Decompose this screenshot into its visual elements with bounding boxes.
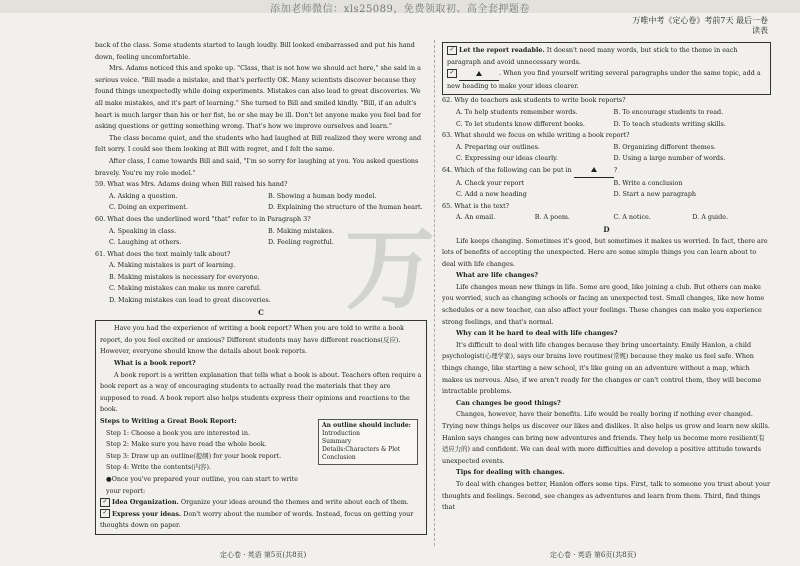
question-61: 61. What does the text mainly talk about? [95,249,231,258]
question-62: 62. Why do teachers ask students to write book reports? [442,96,626,105]
paragraph: Life changes mean new things in life. Some are good, like joining a club. But others can make you worried, such as changing schools or facing an unexpected test. Small changes, like new home schedules or a new teacher, can also affect your feelings. These changes can make you experience strong feelings, and that's normal. [442,282,765,326]
option: A. Asking a question. [109,191,178,200]
tip-text: Organize your ideas around the themes and write about each of them. [180,498,409,507]
checkbox-icon: ✓ [100,498,110,507]
paragraph: A book report is a written explanation that tells what a book is about. Teachers often require a book report as a way of encouraging students to actually read the materials that they are supposed to read. A book report also helps students express their opinions and reactions to the book. [100,370,422,414]
question-64 [442,165,771,178]
question-mark: ? [613,165,618,174]
checkbox-icon: ✓ [100,509,110,518]
options-64 [442,178,771,201]
option: A. Making mistakes is part of learning. [109,261,236,270]
question-65: 65. What is the text? [442,201,510,210]
options-59 [95,191,427,214]
option: C. To let students know different books. [456,119,585,128]
page-footer-right: 定心卷 · 英语 第6页(共8页) [550,551,637,559]
option: A. To help students remember words. [456,107,578,116]
option: B. Organizing different themes. [613,142,716,151]
paragraph: After class, I came towards Bill and said, "I'm so sorry for laughing at you. You asked questions bravely. You're my role model." [95,156,419,177]
option: B. To encourage students to read. [613,107,724,116]
subheading: Can changes be good things? [456,398,561,407]
paragraph: Changes, however, have their benefits. Life would be really boring if nothing ever changed. Trying new things helps us discover our likes and dislikes. It also helps us grow and learn new skills. Hanlon says changes can bring new adventures and friends. They help us become more resilient(有适应力的) and confident. We can deal with more difficulties and develop a positive attitude towards unexpected events. [442,410,770,465]
outline-item: Details:Characters & Plot [322,446,401,454]
subheading: Why can it be hard to deal with life changes? [456,329,618,338]
step-item: Step 2: Make sure you have read the whole book. [106,440,267,449]
column-divider [434,40,435,546]
watermark-text: 添加老师微信：xls25089，免费领取初、高全套押题卷 [270,4,530,15]
options-65 [442,212,771,224]
header-sub: 读表 [752,26,768,35]
subheading: Steps to Writing a Great Book Report: [100,417,237,425]
paragraph: The class became quiet, and the students who had laughed at Bill realized they were wrong and felt sorry. I could see them looking at Bill with regret, and I felt the same. [95,133,422,154]
option: D. Explaining the structure of the human heart. [268,203,423,212]
section-d-title: D [603,224,610,234]
tip-text: It doesn't need many words, but stick to the theme in each paragraph and avoid unnecessary words. [447,46,738,66]
subheading: Tips for dealing with changes. [456,468,565,477]
option: A. Speaking in class. [109,226,177,235]
options-63 [442,142,771,165]
blank-slot [574,165,614,178]
option: D. Start a new paragraph [613,190,697,199]
option: D. Using a large number of words. [613,154,726,163]
paragraph: It's difficult to deal with life changes because they bring uncertainty. Emily Hanlon, a child psychologist(心理学家), says our brains love routines(常规) because they make us feel safe. When things change, like starting a new school, it's like going on an adventure without a map, which makes us nervous. Also, if we aren't ready for the changes or can't control them, they will become intractable problems. [442,340,762,396]
option: C. A notice. [613,213,651,222]
tip-item [100,497,422,509]
tip-item [447,45,766,68]
options-62 [442,107,771,130]
question-63: 63. What should we focus on while writing a book report? [442,131,630,140]
option: D. Feeling regretful. [268,238,334,247]
tip-item [100,509,422,532]
paragraph: Mrs. Adams noticed this and spoke up. "Class, that is not how we should act here," she said in a serious voice. "Bill made a mistake, and that's perfectly OK. Many scientists discover because they found things unexpectedly while doing experiments. Mistakes can also lead to great discoveries. We all make mistakes, and it's part of learning." She turned to Bill and smiled kindly. "Bill, if an adult's heart is much larger than his or her fist, he or she may be ill. Don't let anyone make you feel bad for asking questions or getting something wrong. That's how we improve ourselves and learn." [95,64,422,131]
checkbox-icon: ✓ [447,46,457,55]
blank-slot [459,68,499,81]
left-column [95,40,427,535]
question-60: 60. What does the underlined word "that" refer to in Paragraph 3? [95,214,311,223]
tip-item [447,68,766,92]
tip-title: Express your ideas. [112,509,182,518]
paragraph: Life keeps changing. Sometimes it's good, but sometimes it makes us worried. In fact, there are lots of benefits of accepting the unexpected. Here are some simple things you can learn about to deal with life changes. [442,236,768,268]
option: C. Doing an experiment. [109,203,188,212]
tip-text: . When you find yourself writing several paragraphs under the same topic, add a new heading to make your ideas clearer. [447,69,761,90]
outline-item: Conclusion [322,454,356,462]
paragraph: To deal with changes better, Hanlon offers some tips. First, talk to someone you trust about your thoughts and feelings. Second, see changes as adventures and learn from them. Third, find things that [442,479,771,512]
option: C. Expressing our ideas clearly. [456,154,558,163]
step-note: ●Once you've prepared your outline, you can start to write your report: [106,474,298,495]
option: B. Making mistakes is necessary for everyone. [109,272,260,281]
option: C. Laughing at others. [109,238,182,247]
tip-text: Don't worry about the number of words. Instead, focus on getting your thoughts down on paper. [100,509,414,530]
triangle-icon [591,167,597,172]
outline-box [318,419,418,465]
options-60 [95,226,427,249]
outline-item: Introduction [322,430,360,438]
options-61 [95,260,427,306]
subheading: What is a book report? [114,359,196,368]
option: B. A poem. [534,213,570,222]
option: C. Making mistakes can make us more careful. [109,284,262,293]
passage-c-continued [442,42,771,95]
option: D. A guide. [692,213,729,222]
right-column [442,40,771,514]
step-item: Step 4: Write the contents(内容). [106,463,212,472]
question-text: 64. Which of the following can be put in [442,165,572,174]
question-59: 59. What was Mrs. Adams doing when Bill raised his hand? [95,180,288,189]
option: B. Showing a human body model. [268,191,377,200]
option: A. Check your report [456,178,525,187]
triangle-icon [476,71,482,76]
step-item: Step 3: Draw up an outline(提纲) for your book report. [106,451,282,460]
outline-item: Summary [322,438,352,446]
passage-c-box [95,320,427,535]
tip-title: Idea Organization. [112,498,179,507]
option: B. Write a conclusion [613,178,683,187]
svg-text:万: 万 [345,217,435,315]
header-title: 万唯中考《定心卷》考前7天 最后一卷 [632,16,768,25]
section-c-title: C [258,307,264,317]
step-item: Step 1: Choose a book you are interested in. [106,428,250,437]
page-header [632,16,768,36]
paragraph: Have you had the experience of writing a book report? When you are told to write a book report, do you feel excited or anxious? Different students may have different reactions(反应). However, everyone should know the details about book reports. [100,324,405,356]
paragraph: back of the class. Some students started to laugh loudly. Bill looked embarrassed and put his hand down, feeling uncomfortable. [95,41,415,61]
option: A. Preparing our outlines. [456,142,540,151]
option: B. Making mistakes. [268,226,334,235]
option: A. An email. [456,213,496,222]
checkbox-icon: ✓ [447,69,457,78]
option: D. To teach students writing skills. [613,119,726,128]
page-footer-left: 定心卷 · 英语 第5页(共8页) [220,551,307,559]
option: C. Add a new heading [456,190,527,199]
option: D. Making mistakes can lead to great discoveries. [109,296,271,305]
subheading: What are life changes? [456,271,539,280]
outline-title: An outline should include: [322,422,411,430]
tip-title: Let the report readable. [459,46,545,54]
